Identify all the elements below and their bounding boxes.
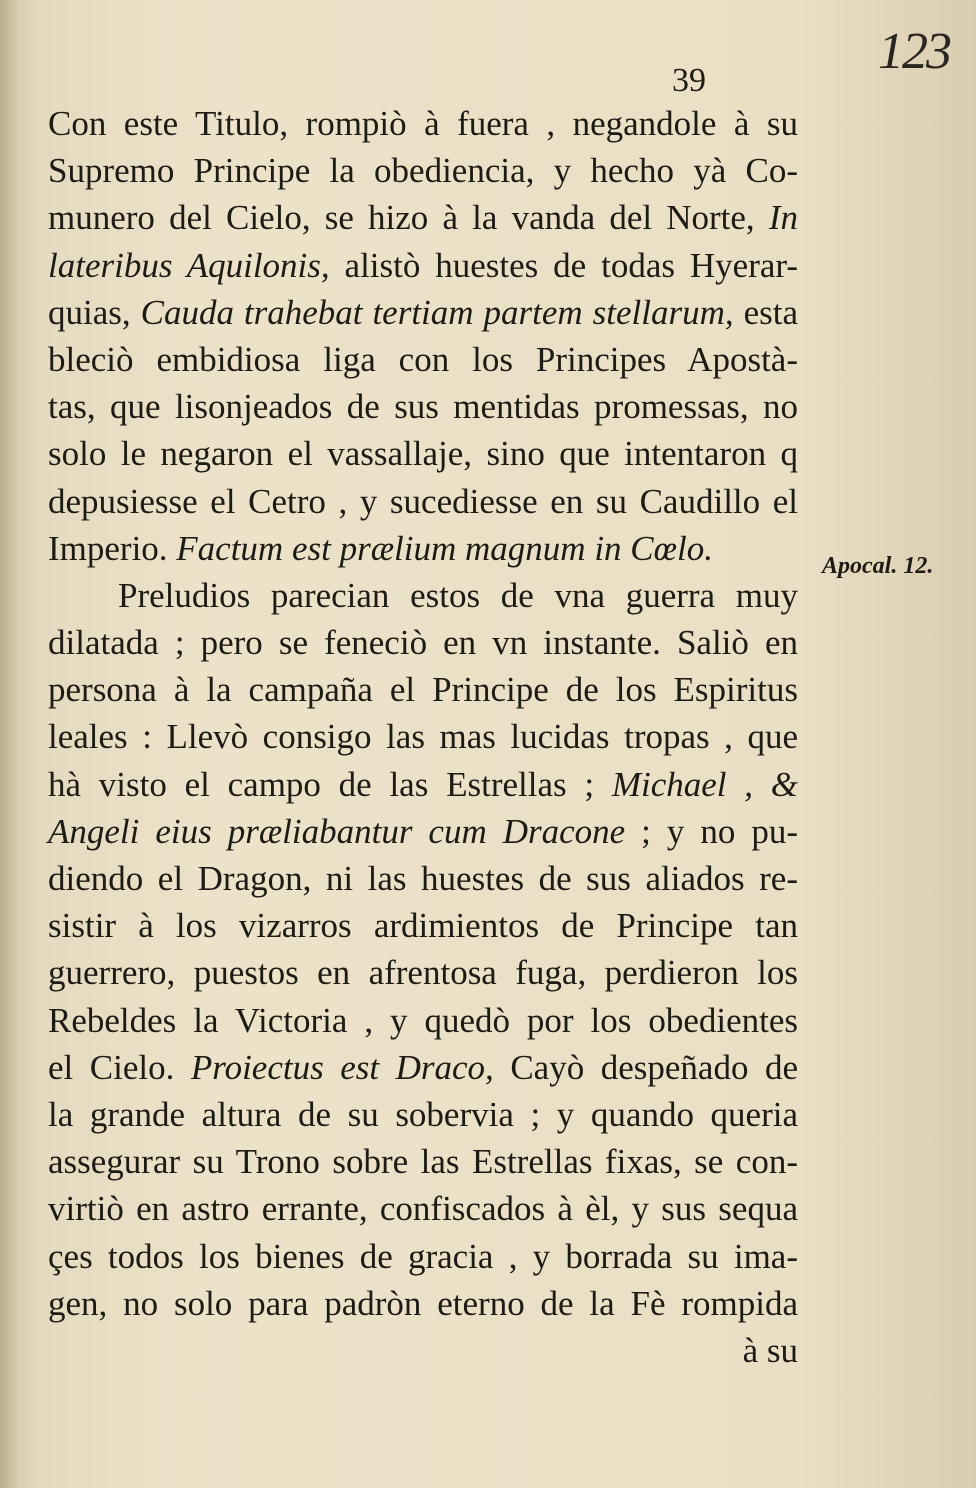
text-span: persona à la campaña el Principe de los Espiritus xyxy=(48,670,798,710)
text-span: virtiò en astro errante, confiscados à èl, y sus sequa xyxy=(48,1189,798,1229)
text-span: depusiesse el Cetro , y sucediesse en su Caudillo el xyxy=(48,481,798,521)
text-line xyxy=(48,1280,798,1327)
text-line xyxy=(48,855,798,902)
text-span: çes todos los bienes de gracia , y borrada su ima- xyxy=(48,1236,798,1276)
text-line xyxy=(48,1233,798,1280)
text-span: ; y no pu- xyxy=(641,811,798,851)
text-line xyxy=(48,478,798,525)
text-line xyxy=(48,336,798,383)
text-span: sistir à los vizarros ardimientos de Principe tan xyxy=(48,906,798,946)
page-number: 39 xyxy=(672,62,706,99)
binding-gutter xyxy=(0,0,18,1488)
text-span: el Cielo. xyxy=(48,1047,191,1087)
text-line xyxy=(48,242,798,289)
text-span: assegurar su Trono sobre las Estrellas fixas, se con- xyxy=(48,1142,798,1182)
latin-quote: Angeli eius præliabantur cum Dracone xyxy=(48,811,642,851)
text-line xyxy=(48,289,798,336)
text-line xyxy=(48,713,798,760)
text-line xyxy=(48,808,798,855)
text-span: quias, xyxy=(48,292,141,332)
text-span: Preludios parecian estos de vna guerra muy xyxy=(118,575,798,615)
text-line xyxy=(48,194,798,241)
text-line xyxy=(48,902,798,949)
latin-quote: Cauda trahebat tertiam partem stellarum, xyxy=(140,292,744,332)
text-span: la grande altura de su sobervia ; y quando queria xyxy=(48,1094,798,1134)
text-line xyxy=(48,1327,798,1374)
text-span: munero del Cielo, se hizo à la vanda del Norte, xyxy=(48,198,769,238)
text-span: gen, no solo para padròn eterno de la Fè rompida xyxy=(48,1283,798,1323)
text-line xyxy=(48,430,798,477)
margin-note: Apocal. 12. xyxy=(822,553,934,579)
text-line xyxy=(48,666,798,713)
text-line xyxy=(48,1138,798,1185)
latin-quote: lateribus Aquilonis, xyxy=(48,245,345,285)
latin-quote: In xyxy=(768,198,798,238)
text-line xyxy=(48,383,798,430)
text-span: leales : Llevò consigo las mas lucidas tropas , que xyxy=(48,717,798,757)
text-line xyxy=(48,997,798,1044)
latin-quote: Factum est prælium magnum in Cœlo. xyxy=(176,528,713,568)
text-line xyxy=(48,100,798,147)
text-span: esta xyxy=(743,292,798,332)
text-span: Supremo Principe la obediencia, y hecho yà Co- xyxy=(48,151,798,191)
text-span: alistò huestes de todas Hyerar- xyxy=(344,245,798,285)
text-span: Cayò despeñado de xyxy=(510,1047,798,1087)
text-span: hà visto el campo de las Estrellas ; xyxy=(48,764,612,804)
text-line xyxy=(48,572,798,619)
text-line xyxy=(48,1185,798,1232)
text-span: guerrero, puestos en afrentosa fuga, perdieron los xyxy=(48,953,798,993)
text-span: Con este Titulo, rompiò à fuera , negandole à su xyxy=(48,104,798,143)
text-line xyxy=(48,147,798,194)
text-span: dilatada ; pero se feneciò en vn instante. Saliò en xyxy=(48,623,798,663)
body-text xyxy=(48,100,798,1374)
text-span: tas, que lisonjeados de sus mentidas promessas, no xyxy=(48,387,798,427)
text-span: Imperio. xyxy=(48,528,177,568)
text-span: solo le negaron el vassallaje, sino que intentaron q xyxy=(48,434,798,474)
text-line xyxy=(48,1044,798,1091)
text-span: bleciò embidiosa liga con los Principes Apostà- xyxy=(48,339,798,379)
text-line xyxy=(48,1091,798,1138)
text-line xyxy=(48,619,798,666)
latin-quote: Michael , & xyxy=(611,764,798,804)
text-span: à su xyxy=(742,1330,798,1370)
text-line xyxy=(48,949,798,996)
text-line xyxy=(48,525,798,572)
handwritten-folio-number: 123 xyxy=(878,23,950,80)
text-line xyxy=(48,761,798,808)
text-span: diendo el Dragon, ni las huestes de sus aliados re- xyxy=(48,859,798,898)
text-span: Rebeldes la Victoria , y quedò por los obedientes xyxy=(48,1000,798,1040)
latin-quote: Proiectus est Draco, xyxy=(190,1047,511,1087)
